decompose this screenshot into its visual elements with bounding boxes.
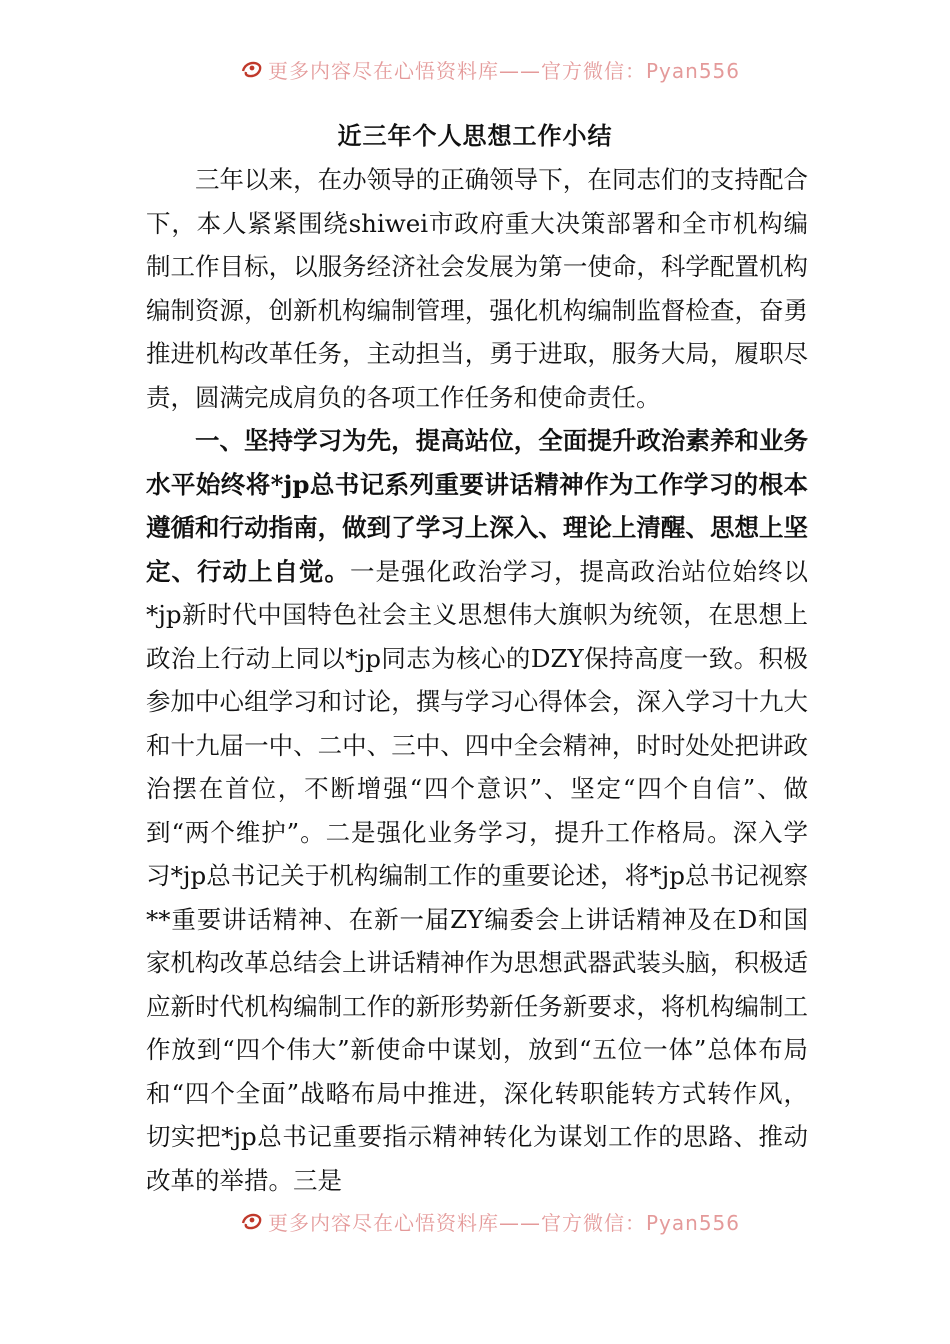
section-1-paragraph xyxy=(146,419,808,1202)
watermark-text: 更多内容尽在心悟资料库——官方微信：Pyan556 xyxy=(268,58,741,83)
logo-icon xyxy=(240,1209,264,1233)
watermark-bottom xyxy=(0,1206,950,1236)
section-1-heading: 一、坚持学习为先，提高站位，全面提升政治素养和业务水平始终将*jp总书记系列重要讲话精神作为工作学习的根本遵循和行动指南，做到了学习上深入、理论上清醒、思想上坚定、行动上自觉。 xyxy=(146,426,808,586)
document-title: 近三年个人思想工作小结 xyxy=(337,121,613,150)
document-body xyxy=(146,158,808,1202)
intro-paragraph: 三年以来，在办领导的正确领导下，在同志们的支持配合下，本人紧紧围绕shiwei市政府重大决策部署和全市机构编制工作目标，以服务经济社会发展为第一使命，科学配置机构编制资源，创新机构编制管理，强化机构编制监督检查，奋勇推进机构改革任务，主动担当，勇于进取，服务大局，履职尽责，圆满完成肩负的各项工作任务和使命责任。 xyxy=(146,165,808,412)
watermark-text: 更多内容尽在心悟资料库——官方微信：Pyan556 xyxy=(268,1210,741,1235)
logo-icon xyxy=(240,57,264,81)
watermark-top xyxy=(0,54,950,84)
section-1-body: 一是强化政治学习，提高政治站位始终以*jp新时代中国特色社会主义思想伟大旗帜为统领，在思想上政治上行动上同以*jp同志为核心的DZY保持高度一致。积极参加中心组学习和讨论，撰与学习心得体会，深入学习十九大和十九届一中、二中、三中、四中全会精神，时时处处把讲政治摆在首位，不断增强“四个意识”、坚定“四个自信”、做到“两个维护”。二是强化业务学习，提升工作格局。深入学习*jp总书记关于机构编制工作的重要论述，将*jp总书记视察**重要讲话精神、在新一届ZY编委会上讲话精神及在D和国家机构改革总结会上讲话精神作为思想武器武装头脑，积极适应新时代机构编制工作的新形势新任务新要求，将机构编制工作放到“四个伟大”新使命中谋划，放到“五位一体”总体布局和“四个全面”战略布局中推进，深化转职能转方式转作风，切实把*jp总书记重要指示精神转化为谋划工作的思路、推动改革的举措。三是 xyxy=(146,556,808,1195)
